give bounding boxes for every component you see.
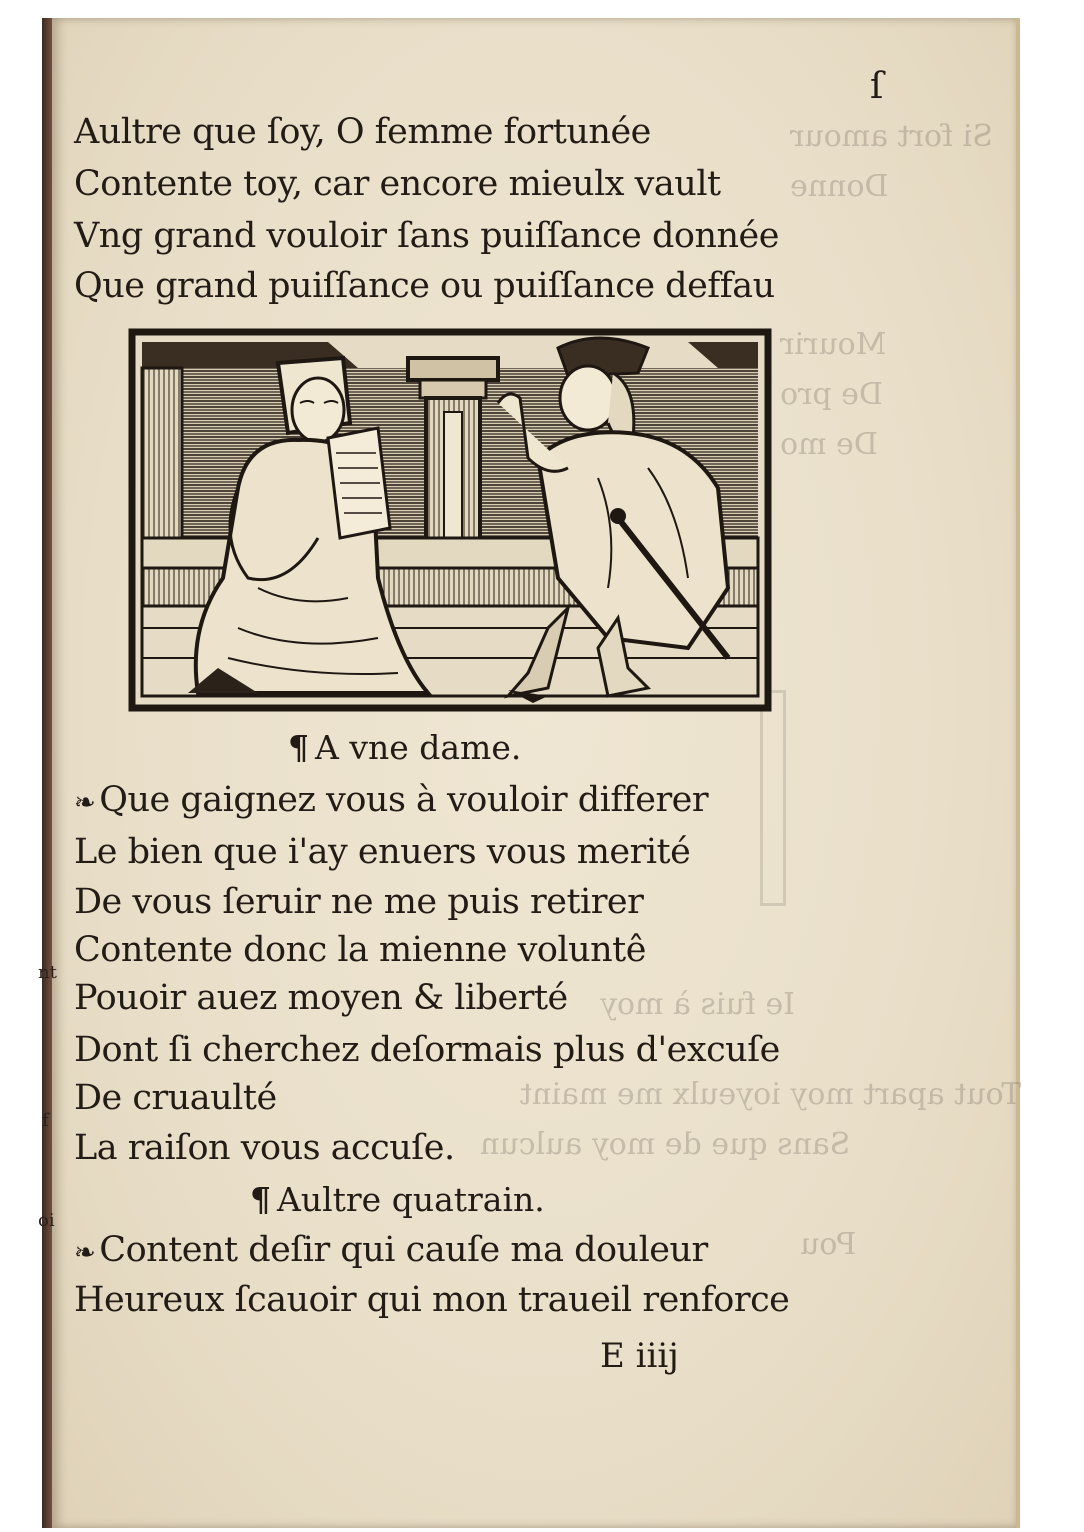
poem-line: De cruaulté xyxy=(74,1078,277,1118)
show-through-text: Sans que de moy aulcun xyxy=(480,1127,851,1162)
show-through-woodcut xyxy=(760,690,786,906)
poem-heading xyxy=(250,1180,545,1219)
show-through-text: Mourir xyxy=(780,327,887,362)
heading-text: Aultre quatrain. xyxy=(277,1180,545,1219)
poem-line: De vous ſeruir ne me puis retirer xyxy=(74,882,644,922)
poem-line xyxy=(74,1230,708,1270)
show-through-text: De pro xyxy=(780,377,883,412)
page-edge xyxy=(1016,18,1020,1528)
show-through-text: Tout apart moy ioyeulx me maint xyxy=(520,1077,1022,1112)
verse-line: Aultre que ſoy, O femme fortunée xyxy=(74,112,651,152)
verse-line: Contente toy, car encore mieulx vault xyxy=(74,164,721,204)
show-through-text: De mo xyxy=(780,427,878,462)
poem-line: La raiſon vous accuſe. xyxy=(74,1128,455,1168)
pilcrow-mark: ¶ xyxy=(288,728,309,767)
pilcrow-mark: ¶ xyxy=(250,1180,271,1219)
poem-heading xyxy=(288,728,521,767)
poem-line: Pouoir auez moyen & liberté xyxy=(74,978,568,1018)
margin-fragment: oi xyxy=(38,1210,55,1231)
woodcut-illustration xyxy=(128,328,772,712)
poem-line: Dont ſi cherchez deſormais plus d'excuſe xyxy=(74,1030,780,1070)
poem-line xyxy=(74,780,708,820)
show-through-text: Ie fuis à moy xyxy=(600,987,795,1022)
margin-fragment: nt xyxy=(38,962,57,983)
show-through-text: Donne xyxy=(790,169,889,204)
margin-fragment: f xyxy=(42,1110,49,1131)
show-through-text: Pou xyxy=(800,1227,857,1262)
poem-line: Heureux ſcauoir qui mon traueil renforce xyxy=(74,1280,790,1320)
verse-line: Que grand puiſſance ou puiſſance deffau xyxy=(74,266,775,306)
fleuron-icon: ❧ xyxy=(74,1238,96,1268)
poem-line-text: Content deſir qui cauſe ma douleur xyxy=(99,1230,708,1270)
heading-text: A vne dame. xyxy=(315,728,522,767)
poem-line-text: Que gaignez vous à vouloir differer xyxy=(99,780,709,820)
signature-mark: E iiij xyxy=(600,1336,679,1376)
verse-line: Vng grand vouloir ſans puiſſance donnée xyxy=(74,216,779,256)
fleuron-icon: ❧ xyxy=(74,788,96,818)
poem-line: Le bien que i'ay enuers vous merité xyxy=(74,832,691,872)
poem-line: Contente donc la mienne voluntê xyxy=(74,930,646,970)
corner-mark: ſ xyxy=(870,66,884,107)
show-through-text: Si fort amour xyxy=(790,119,993,154)
